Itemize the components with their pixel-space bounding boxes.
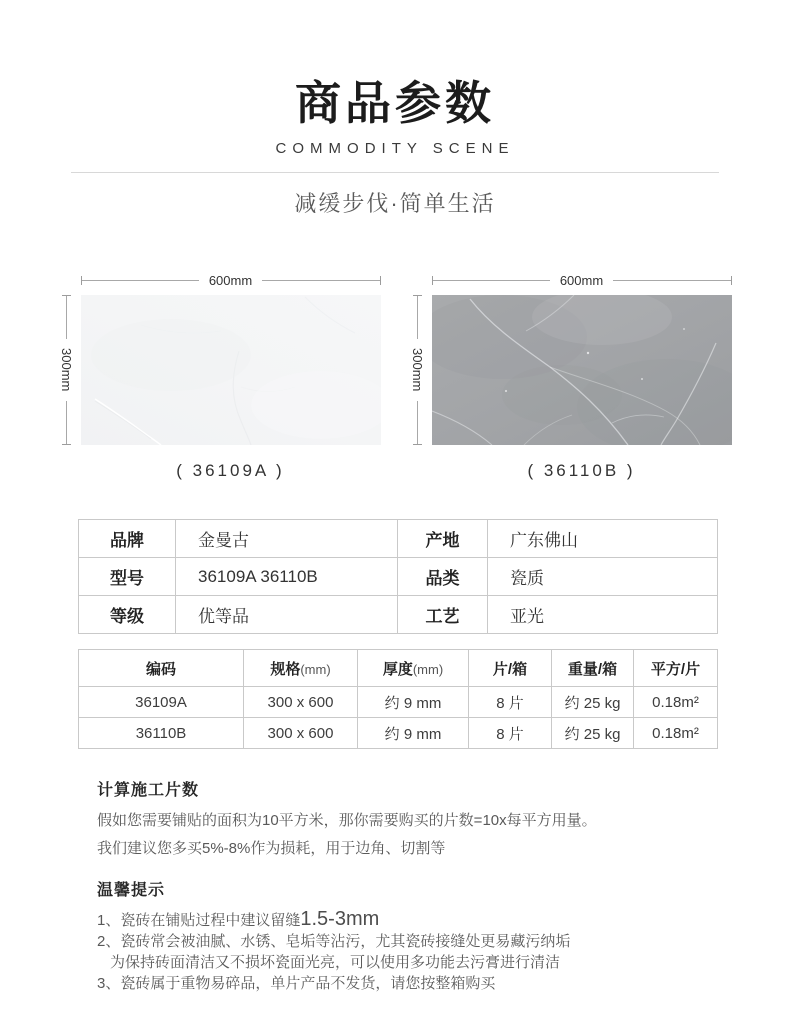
tip-item-1: 1、瓷砖在铺贴过程中建议留缝1.5-3mm xyxy=(97,908,380,931)
info-value-origin: 广东佛山 xyxy=(488,520,718,558)
spec-header-thickness: 厚度(mm) xyxy=(358,650,469,687)
spec-cell: 8 片 xyxy=(469,718,552,749)
table-row xyxy=(79,558,718,596)
dimension-line xyxy=(417,296,418,339)
spec-cell: 约 25 kg xyxy=(552,718,634,749)
height-dimension xyxy=(59,295,75,445)
spec-header-pieces: 片/箱 xyxy=(469,650,552,687)
tile-image-36109a xyxy=(81,295,381,445)
spec-header-row xyxy=(79,650,718,687)
height-dimension xyxy=(410,295,426,445)
tip-item-2: 2、瓷砖常会被油腻、水锈、皂垢等沾污，尤其瓷砖接缝处更易藏污纳垢 xyxy=(97,933,571,951)
info-label-grade: 等级 xyxy=(79,596,176,634)
spec-cell: 约 9 mm xyxy=(358,687,469,718)
spec-data-row xyxy=(79,687,718,718)
info-label-finish: 工艺 xyxy=(398,596,488,634)
calc-line-1: 假如您需要铺贴的面积为10平方米，那你需要购买的片数=10x每平方用量。 xyxy=(97,812,597,830)
spec-data-row xyxy=(79,718,718,749)
tile-image-36110b xyxy=(432,295,732,445)
table-row xyxy=(79,520,718,558)
tips-list xyxy=(97,909,730,994)
calc-text xyxy=(97,807,730,863)
spec-header-size: 规格(mm) xyxy=(244,650,358,687)
width-dimension-label: 600mm xyxy=(208,272,253,288)
info-value-brand: 金曼古 xyxy=(176,520,398,558)
spec-cell: 36109A xyxy=(79,687,244,718)
spec-table xyxy=(78,649,718,749)
spec-cell: 约 25 kg xyxy=(552,687,634,718)
height-dimension-label: 300mm xyxy=(410,348,425,392)
spec-cell: 0.18m² xyxy=(634,718,718,749)
info-label-origin: 产地 xyxy=(398,520,488,558)
dimension-line xyxy=(82,280,199,281)
info-label-model: 型号 xyxy=(79,558,176,596)
tile-code-label: ( 36109A ) xyxy=(176,461,285,480)
dimension-tick xyxy=(380,276,381,285)
product-info-table xyxy=(78,519,718,634)
tips-heading: 温馨提示 xyxy=(97,882,166,900)
header-divider xyxy=(71,172,719,173)
height-dimension-label: 300mm xyxy=(59,348,74,392)
dimension-line xyxy=(417,401,418,444)
info-value-finish: 亚光 xyxy=(488,596,718,634)
dimension-line xyxy=(433,280,550,281)
tile-group-36110b xyxy=(410,273,732,481)
table-row xyxy=(79,596,718,634)
info-label-brand: 品牌 xyxy=(79,520,176,558)
tip-item-3: 3、瓷砖属于重物易碎品，单片产品不发货，请您按整箱购买 xyxy=(97,975,496,993)
dimension-tick xyxy=(62,444,71,445)
dimension-tick xyxy=(413,444,422,445)
info-value-category: 瓷质 xyxy=(488,558,718,596)
page-title: 商品参数 xyxy=(295,77,495,129)
spec-header-code: 编码 xyxy=(79,650,244,687)
spec-header-weight: 重量/箱 xyxy=(552,650,634,687)
spec-cell: 300 x 600 xyxy=(244,718,358,749)
spec-cell: 0.18m² xyxy=(634,687,718,718)
width-dimension xyxy=(81,273,381,287)
tip-item-2-continued: 为保持砖面清洁又不损坏瓷面光亮，可以使用多功能去污膏进行清洁 xyxy=(110,954,561,972)
dimension-line xyxy=(613,280,730,281)
calc-heading: 计算施工片数 xyxy=(97,782,200,800)
tagline: 减缓步伐·简单生活 xyxy=(294,191,496,216)
tile-preview-row xyxy=(0,273,790,481)
spec-cell: 36110B xyxy=(79,718,244,749)
spec-cell: 约 9 mm xyxy=(358,718,469,749)
dimension-line xyxy=(262,280,379,281)
tips-section xyxy=(97,879,730,994)
dimension-tick xyxy=(731,276,732,285)
header xyxy=(0,0,790,215)
info-value-model: 36109A 36110B xyxy=(176,558,398,596)
spec-cell: 8 片 xyxy=(469,687,552,718)
tile-code-label: ( 36110B ) xyxy=(527,461,636,480)
dimension-line xyxy=(66,401,67,444)
gap-size-value: 1.5-3mm xyxy=(300,908,380,931)
spec-header-area: 平方/片 xyxy=(634,650,718,687)
spec-cell: 300 x 600 xyxy=(244,687,358,718)
info-label-category: 品类 xyxy=(398,558,488,596)
width-dimension xyxy=(432,273,732,287)
dimension-line xyxy=(66,296,67,339)
info-value-grade: 优等品 xyxy=(176,596,398,634)
calc-line-2: 我们建议您多买5%-8%作为损耗，用于边角、切割等 xyxy=(97,840,446,858)
tile-group-36109a xyxy=(59,273,381,481)
calc-section xyxy=(97,779,730,863)
width-dimension-label: 600mm xyxy=(559,272,604,288)
page-subtitle: COMMODITY SCENE xyxy=(275,140,515,157)
